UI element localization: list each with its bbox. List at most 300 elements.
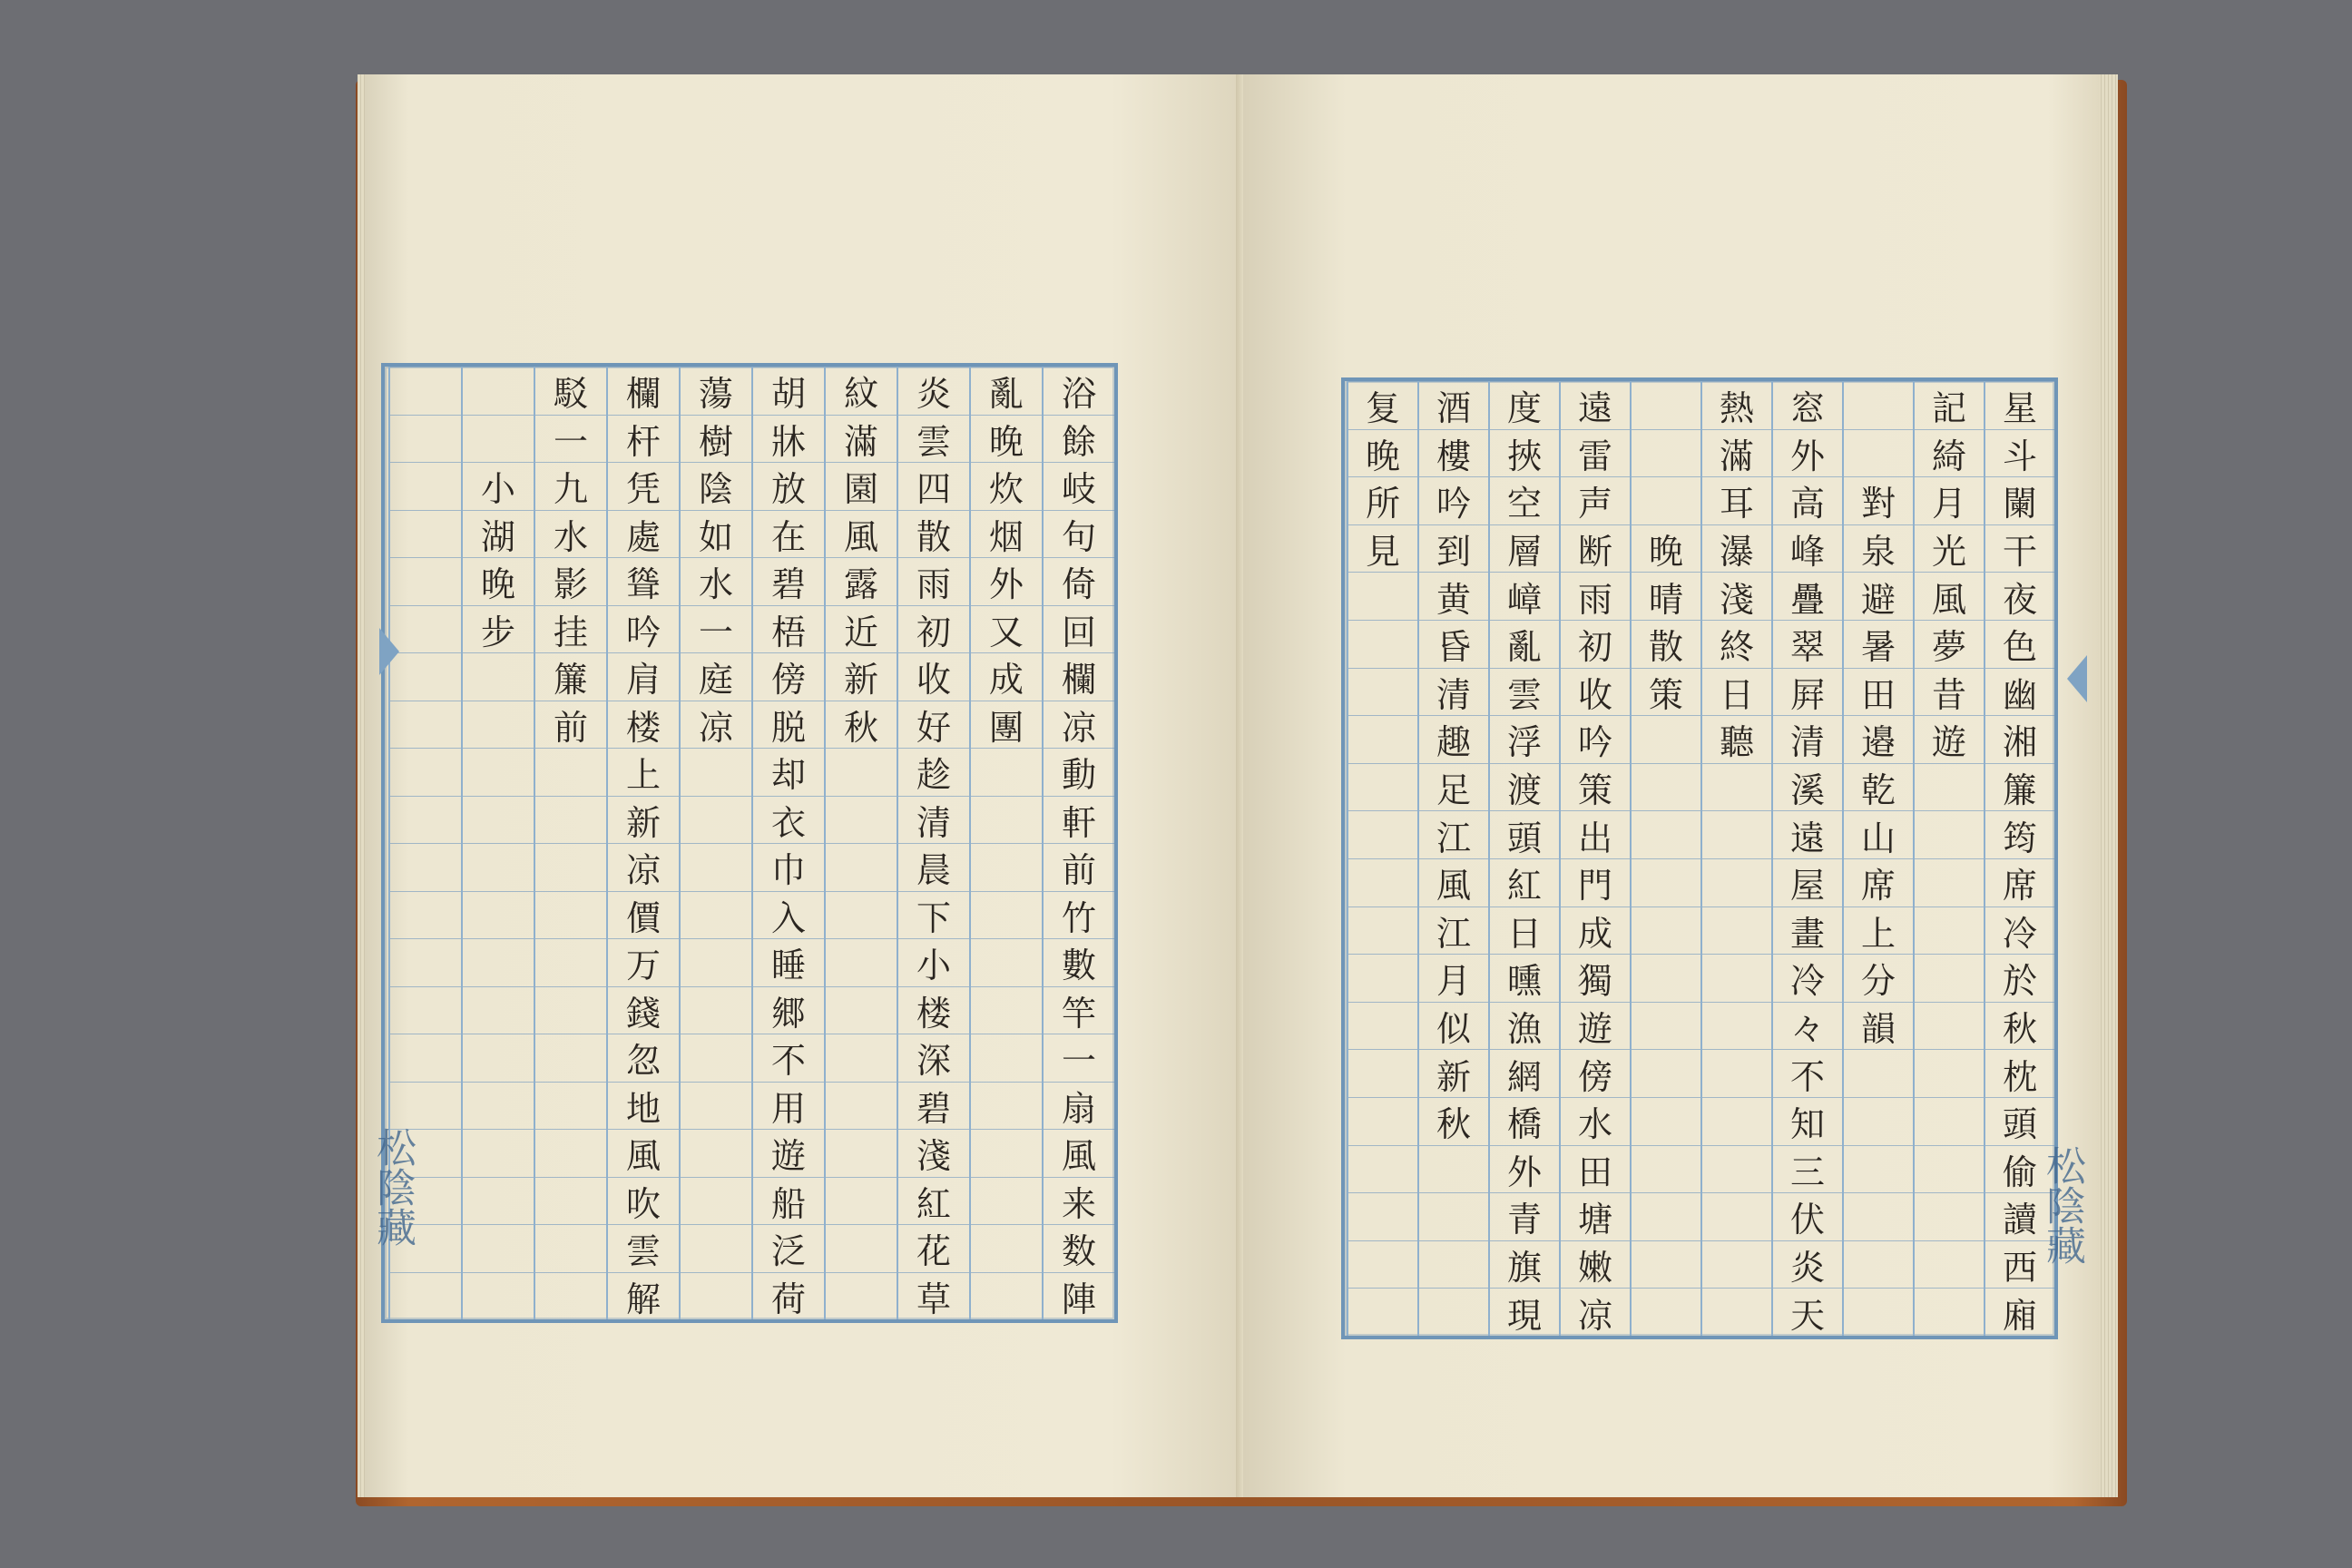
grid-cell xyxy=(1702,1192,1771,1240)
text-column xyxy=(1347,381,1417,1336)
grid-cell xyxy=(1348,810,1417,858)
grid-cell xyxy=(971,1224,1042,1272)
grid-cell: 晴 xyxy=(1632,572,1700,620)
grid-cell xyxy=(390,986,461,1034)
grid-cell: 冷 xyxy=(1985,906,2054,955)
grid-cell: 色 xyxy=(1985,620,2054,668)
grid-cell xyxy=(1915,1002,1984,1050)
grid-cell: 一 xyxy=(1044,1034,1114,1082)
grid-cell xyxy=(971,748,1042,796)
grid-cell xyxy=(1632,1192,1700,1240)
grid-cell xyxy=(1348,715,1417,763)
text-column xyxy=(1771,381,1842,1336)
grid-cell: 紋 xyxy=(826,367,897,415)
grid-cell: 嶂 xyxy=(1490,572,1559,620)
grid-cell: 記 xyxy=(1915,381,1984,429)
grid-cell xyxy=(463,1034,534,1082)
grid-cell: 凉 xyxy=(1561,1288,1630,1336)
grid-cell: 對 xyxy=(1844,476,1913,524)
grid-cell xyxy=(826,796,897,844)
grid-cell: 策 xyxy=(1561,763,1630,811)
grid-cell xyxy=(1632,1049,1700,1097)
grid-cell xyxy=(971,1177,1042,1225)
grid-cell: 梧 xyxy=(753,605,824,653)
grid-cell: 見 xyxy=(1348,524,1417,573)
grid-cell: 紅 xyxy=(898,1177,969,1225)
grid-cell: 清 xyxy=(898,796,969,844)
grid-cell: 瀑 xyxy=(1702,524,1771,573)
grid-cell xyxy=(390,1082,461,1130)
grid-cell: 入 xyxy=(753,891,824,939)
grid-cell: 頭 xyxy=(1985,1097,2054,1145)
grid-cell: 前 xyxy=(1044,843,1114,891)
grid-cell xyxy=(971,938,1042,986)
grid-cell: 吹 xyxy=(608,1177,679,1225)
grid-cell: 雨 xyxy=(1561,572,1630,620)
grid-cell: 現 xyxy=(1490,1288,1559,1336)
grid-cell xyxy=(971,891,1042,939)
grid-cell: 西 xyxy=(1985,1240,2054,1289)
grid-cell xyxy=(535,748,606,796)
grid-cell: 脱 xyxy=(753,701,824,749)
grid-cell: 度 xyxy=(1490,381,1559,429)
grid-cell: 巾 xyxy=(753,843,824,891)
grid-cell: 欄 xyxy=(608,367,679,415)
grid-cell xyxy=(1348,1097,1417,1145)
grid-cell: 所 xyxy=(1348,476,1417,524)
grid-cell: 新 xyxy=(1419,1049,1488,1097)
grid-cell: 乾 xyxy=(1844,763,1913,811)
grid-cell xyxy=(390,843,461,891)
grid-cell: 却 xyxy=(753,748,824,796)
grid-cell: 挂 xyxy=(535,605,606,653)
grid-cell: 夢 xyxy=(1915,620,1984,668)
grid-cell: 好 xyxy=(898,701,969,749)
grid-cell xyxy=(681,1129,751,1177)
grid-cell xyxy=(1348,1002,1417,1050)
grid-cell: 淺 xyxy=(1702,572,1771,620)
grid-cell: 昔 xyxy=(1915,668,1984,716)
grid-cell xyxy=(1348,1240,1417,1289)
grid-cell: 雲 xyxy=(1490,668,1559,716)
grid-cell xyxy=(1915,763,1984,811)
grid-cell xyxy=(1915,906,1984,955)
grid-cell: 炊 xyxy=(971,462,1042,510)
grid-cell: 一 xyxy=(681,605,751,653)
grid-cell xyxy=(1419,1240,1488,1289)
grid-cell: 肩 xyxy=(608,652,679,701)
grid-cell: 空 xyxy=(1490,476,1559,524)
grid-cell: 炎 xyxy=(898,367,969,415)
grid-cell: 風 xyxy=(1044,1129,1114,1177)
grid-cell: 樹 xyxy=(681,415,751,463)
grid-cell: 成 xyxy=(1561,906,1630,955)
grid-cell: 闌 xyxy=(1985,476,2054,524)
open-book xyxy=(356,74,2127,1506)
grid-cell: 分 xyxy=(1844,954,1913,1002)
grid-cell: 牀 xyxy=(753,415,824,463)
grid-cell: 炎 xyxy=(1773,1240,1842,1289)
grid-cell: 初 xyxy=(898,605,969,653)
grid-cell xyxy=(390,605,461,653)
grid-cell: 杆 xyxy=(608,415,679,463)
text-column xyxy=(1042,367,1114,1319)
grid-cell: 於 xyxy=(1985,954,2054,1002)
grid-cell: 雨 xyxy=(898,557,969,605)
grid-cell xyxy=(463,748,534,796)
grid-cell: 秋 xyxy=(1419,1097,1488,1145)
right-tab-mark xyxy=(2067,655,2087,702)
grid-cell: 雲 xyxy=(608,1224,679,1272)
grid-cell xyxy=(535,1177,606,1225)
grid-cell: 韻 xyxy=(1844,1002,1913,1050)
grid-cell: 收 xyxy=(898,652,969,701)
grid-cell: 漁 xyxy=(1490,1002,1559,1050)
grid-cell xyxy=(826,938,897,986)
left-text-grid xyxy=(385,367,1114,1319)
grid-cell: 影 xyxy=(535,557,606,605)
grid-cell xyxy=(535,796,606,844)
grid-cell xyxy=(1915,1145,1984,1193)
grid-cell: 亂 xyxy=(1490,620,1559,668)
grid-cell xyxy=(681,1177,751,1225)
grid-cell: 聳 xyxy=(608,557,679,605)
grid-cell xyxy=(1702,1049,1771,1097)
grid-cell: 收 xyxy=(1561,668,1630,716)
left-grid-frame xyxy=(381,363,1118,1323)
grid-cell xyxy=(463,1129,534,1177)
grid-cell: 秋 xyxy=(826,701,897,749)
grid-cell: 声 xyxy=(1561,476,1630,524)
grid-cell xyxy=(971,1082,1042,1130)
left-page xyxy=(365,74,1243,1497)
grid-cell: 遊 xyxy=(753,1129,824,1177)
grid-cell: 席 xyxy=(1844,858,1913,906)
grid-cell: 三 xyxy=(1773,1145,1842,1193)
grid-cell: 昏 xyxy=(1419,620,1488,668)
grid-cell: 深 xyxy=(898,1034,969,1082)
grid-cell xyxy=(1348,858,1417,906)
grid-cell xyxy=(1702,1002,1771,1050)
grid-cell: 成 xyxy=(971,652,1042,701)
grid-cell: 旗 xyxy=(1490,1240,1559,1289)
grid-cell xyxy=(1844,1097,1913,1145)
grid-cell xyxy=(1844,1192,1913,1240)
text-column xyxy=(1488,381,1559,1336)
grid-cell: 清 xyxy=(1773,715,1842,763)
grid-cell xyxy=(1915,954,1984,1002)
text-column xyxy=(969,367,1042,1319)
grid-cell xyxy=(1348,954,1417,1002)
grid-cell: 步 xyxy=(463,605,534,653)
grid-cell: 聽 xyxy=(1702,715,1771,763)
grid-cell: 田 xyxy=(1561,1145,1630,1193)
grid-cell: 傍 xyxy=(753,652,824,701)
grid-cell xyxy=(390,1272,461,1320)
grid-cell: 衣 xyxy=(753,796,824,844)
grid-cell: 畫 xyxy=(1773,906,1842,955)
grid-cell: 遠 xyxy=(1773,810,1842,858)
grid-cell xyxy=(826,1082,897,1130)
grid-cell xyxy=(1348,763,1417,811)
grid-cell: 簾 xyxy=(1985,763,2054,811)
grid-cell: 上 xyxy=(1844,906,1913,955)
grid-cell: 雲 xyxy=(898,415,969,463)
grid-cell: 風 xyxy=(608,1129,679,1177)
grid-cell: 夜 xyxy=(1985,572,2054,620)
grid-cell: 樓 xyxy=(1419,429,1488,477)
grid-cell xyxy=(1632,1145,1700,1193)
grid-cell: 晚 xyxy=(1348,429,1417,477)
grid-cell: 遠 xyxy=(1561,381,1630,429)
grid-cell: 錢 xyxy=(608,986,679,1034)
grid-cell: 睡 xyxy=(753,938,824,986)
grid-cell: 凭 xyxy=(608,462,679,510)
text-column xyxy=(679,367,751,1319)
grid-cell xyxy=(971,843,1042,891)
grid-cell: 月 xyxy=(1915,476,1984,524)
grid-cell: 新 xyxy=(608,796,679,844)
grid-cell xyxy=(1348,906,1417,955)
grid-cell: 岐 xyxy=(1044,462,1114,510)
grid-cell: 又 xyxy=(971,605,1042,653)
grid-cell xyxy=(1915,810,1984,858)
grid-cell: 九 xyxy=(535,462,606,510)
grid-cell xyxy=(826,986,897,1034)
grid-cell xyxy=(971,796,1042,844)
grid-cell: 數 xyxy=(1044,938,1114,986)
grid-cell: 傍 xyxy=(1561,1049,1630,1097)
grid-cell xyxy=(1844,1288,1913,1336)
grid-cell: 枕 xyxy=(1985,1049,2054,1097)
grid-cell xyxy=(1419,1192,1488,1240)
grid-cell xyxy=(535,1082,606,1130)
grid-cell xyxy=(1702,763,1771,811)
grid-cell: 月 xyxy=(1419,954,1488,1002)
grid-cell xyxy=(1702,906,1771,955)
grid-cell xyxy=(1632,906,1700,955)
grid-cell xyxy=(1915,1240,1984,1289)
grid-cell xyxy=(971,1272,1042,1320)
right-seal-stamp: 松陰藏 xyxy=(2039,1145,2085,1265)
grid-cell: 用 xyxy=(753,1082,824,1130)
grid-cell xyxy=(1915,1097,1984,1145)
grid-cell: 遊 xyxy=(1915,715,1984,763)
grid-cell xyxy=(1702,1145,1771,1193)
grid-cell: 高 xyxy=(1773,476,1842,524)
grid-cell: 到 xyxy=(1419,524,1488,573)
grid-cell xyxy=(826,748,897,796)
left-seal-stamp: 松陰藏 xyxy=(369,1127,416,1247)
grid-cell: 清 xyxy=(1419,668,1488,716)
grid-cell: 近 xyxy=(826,605,897,653)
grid-cell xyxy=(463,367,534,415)
grid-cell: 策 xyxy=(1632,668,1700,716)
grid-cell xyxy=(390,748,461,796)
grid-cell: 風 xyxy=(1419,858,1488,906)
grid-cell xyxy=(1702,858,1771,906)
grid-cell xyxy=(390,891,461,939)
text-column xyxy=(534,367,606,1319)
grid-cell: 泉 xyxy=(1844,524,1913,573)
grid-cell xyxy=(463,701,534,749)
grid-cell xyxy=(463,796,534,844)
grid-cell: 挾 xyxy=(1490,429,1559,477)
grid-cell: 淺 xyxy=(898,1129,969,1177)
grid-cell: 碧 xyxy=(898,1082,969,1130)
grid-cell: 星 xyxy=(1985,381,2054,429)
grid-cell: 露 xyxy=(826,557,897,605)
grid-cell xyxy=(1632,381,1700,429)
grid-cell: 小 xyxy=(898,938,969,986)
grid-cell xyxy=(535,986,606,1034)
grid-cell xyxy=(1348,668,1417,716)
grid-cell: 筠 xyxy=(1985,810,2054,858)
grid-cell: 秋 xyxy=(1985,1002,2054,1050)
grid-cell: 新 xyxy=(826,652,897,701)
grid-cell xyxy=(1632,1288,1700,1336)
grid-cell: 吟 xyxy=(608,605,679,653)
grid-cell: 熱 xyxy=(1702,381,1771,429)
grid-cell xyxy=(1632,954,1700,1002)
grid-cell: 滿 xyxy=(1702,429,1771,477)
text-column xyxy=(1417,381,1488,1336)
grid-cell: 郷 xyxy=(753,986,824,1034)
grid-cell: 外 xyxy=(1490,1145,1559,1193)
grid-cell: 嫩 xyxy=(1561,1240,1630,1289)
grid-cell: 湖 xyxy=(463,510,534,558)
grid-cell: 曛 xyxy=(1490,954,1559,1002)
grid-cell: 不 xyxy=(753,1034,824,1082)
grid-cell: 陰 xyxy=(681,462,751,510)
grid-cell xyxy=(681,891,751,939)
grid-cell xyxy=(463,1224,534,1272)
grid-cell: 餘 xyxy=(1044,415,1114,463)
grid-cell: 凉 xyxy=(681,701,751,749)
grid-cell xyxy=(826,891,897,939)
right-text-grid xyxy=(1345,381,2054,1336)
grid-cell: 窓 xyxy=(1773,381,1842,429)
grid-cell xyxy=(1702,810,1771,858)
grid-cell: 斗 xyxy=(1985,429,2054,477)
grid-cell: 避 xyxy=(1844,572,1913,620)
grid-cell: 在 xyxy=(753,510,824,558)
grid-cell xyxy=(826,1129,897,1177)
grid-cell xyxy=(971,1034,1042,1082)
grid-cell xyxy=(826,1272,897,1320)
grid-cell xyxy=(1348,1288,1417,1336)
grid-cell: 下 xyxy=(898,891,969,939)
grid-cell: 暑 xyxy=(1844,620,1913,668)
grid-cell: 田 xyxy=(1844,668,1913,716)
grid-cell xyxy=(463,415,534,463)
grid-cell: 晨 xyxy=(898,843,969,891)
grid-cell xyxy=(681,986,751,1034)
grid-cell xyxy=(681,938,751,986)
grid-cell: 晚 xyxy=(1632,524,1700,573)
grid-cell: 江 xyxy=(1419,810,1488,858)
grid-cell: 吟 xyxy=(1561,715,1630,763)
grid-cell: 倚 xyxy=(1044,557,1114,605)
grid-cell xyxy=(390,462,461,510)
grid-cell: 数 xyxy=(1044,1224,1114,1272)
grid-cell: 不 xyxy=(1773,1049,1842,1097)
grid-cell: 浮 xyxy=(1490,715,1559,763)
grid-cell xyxy=(681,843,751,891)
grid-cell: 價 xyxy=(608,891,679,939)
grid-cell: 忽 xyxy=(608,1034,679,1082)
text-column xyxy=(1700,381,1771,1336)
grid-cell xyxy=(1702,1097,1771,1145)
grid-cell: 竿 xyxy=(1044,986,1114,1034)
grid-cell: 翠 xyxy=(1773,620,1842,668)
grid-cell xyxy=(1632,1097,1700,1145)
grid-cell xyxy=(1348,620,1417,668)
grid-cell: 外 xyxy=(1773,429,1842,477)
grid-cell: 園 xyxy=(826,462,897,510)
grid-cell xyxy=(535,843,606,891)
grid-cell: 足 xyxy=(1419,763,1488,811)
grid-cell: 复 xyxy=(1348,381,1417,429)
grid-cell xyxy=(463,986,534,1034)
grid-cell xyxy=(826,1224,897,1272)
grid-cell: 一 xyxy=(535,415,606,463)
grid-cell: 綺 xyxy=(1915,429,1984,477)
grid-cell: 泛 xyxy=(753,1224,824,1272)
grid-cell xyxy=(463,1177,534,1225)
grid-cell xyxy=(463,843,534,891)
grid-cell: 万 xyxy=(608,938,679,986)
grid-cell xyxy=(390,415,461,463)
grid-cell: 似 xyxy=(1419,1002,1488,1050)
grid-cell xyxy=(826,1034,897,1082)
grid-cell: 峰 xyxy=(1773,524,1842,573)
grid-cell: 天 xyxy=(1773,1288,1842,1336)
grid-cell: 幽 xyxy=(1985,668,2054,716)
grid-cell: 屋 xyxy=(1773,858,1842,906)
grid-cell xyxy=(1844,429,1913,477)
grid-cell xyxy=(390,510,461,558)
grid-cell: 獨 xyxy=(1561,954,1630,1002)
grid-cell: 伏 xyxy=(1773,1192,1842,1240)
grid-cell: 花 xyxy=(898,1224,969,1272)
grid-cell: 晚 xyxy=(463,557,534,605)
grid-cell: 層 xyxy=(1490,524,1559,573)
grid-cell: 處 xyxy=(608,510,679,558)
grid-cell xyxy=(1844,1145,1913,1193)
grid-cell xyxy=(971,986,1042,1034)
grid-cell: 初 xyxy=(1561,620,1630,668)
grid-cell: 偷 xyxy=(1985,1145,2054,1193)
grid-cell: 遊 xyxy=(1561,1002,1630,1050)
grid-cell xyxy=(1632,1002,1700,1050)
grid-cell xyxy=(1632,476,1700,524)
grid-cell: 屛 xyxy=(1773,668,1842,716)
grid-cell: 吟 xyxy=(1419,476,1488,524)
grid-cell: 凉 xyxy=(1044,701,1114,749)
grid-cell xyxy=(535,1129,606,1177)
text-column xyxy=(606,367,679,1319)
grid-cell: 塘 xyxy=(1561,1192,1630,1240)
grid-cell: 地 xyxy=(608,1082,679,1130)
grid-cell: 渡 xyxy=(1490,763,1559,811)
grid-cell: 溪 xyxy=(1773,763,1842,811)
grid-cell xyxy=(463,938,534,986)
grid-cell: 湘 xyxy=(1985,715,2054,763)
grid-cell: 草 xyxy=(898,1272,969,1320)
grid-cell xyxy=(390,367,461,415)
grid-cell: 光 xyxy=(1915,524,1984,573)
